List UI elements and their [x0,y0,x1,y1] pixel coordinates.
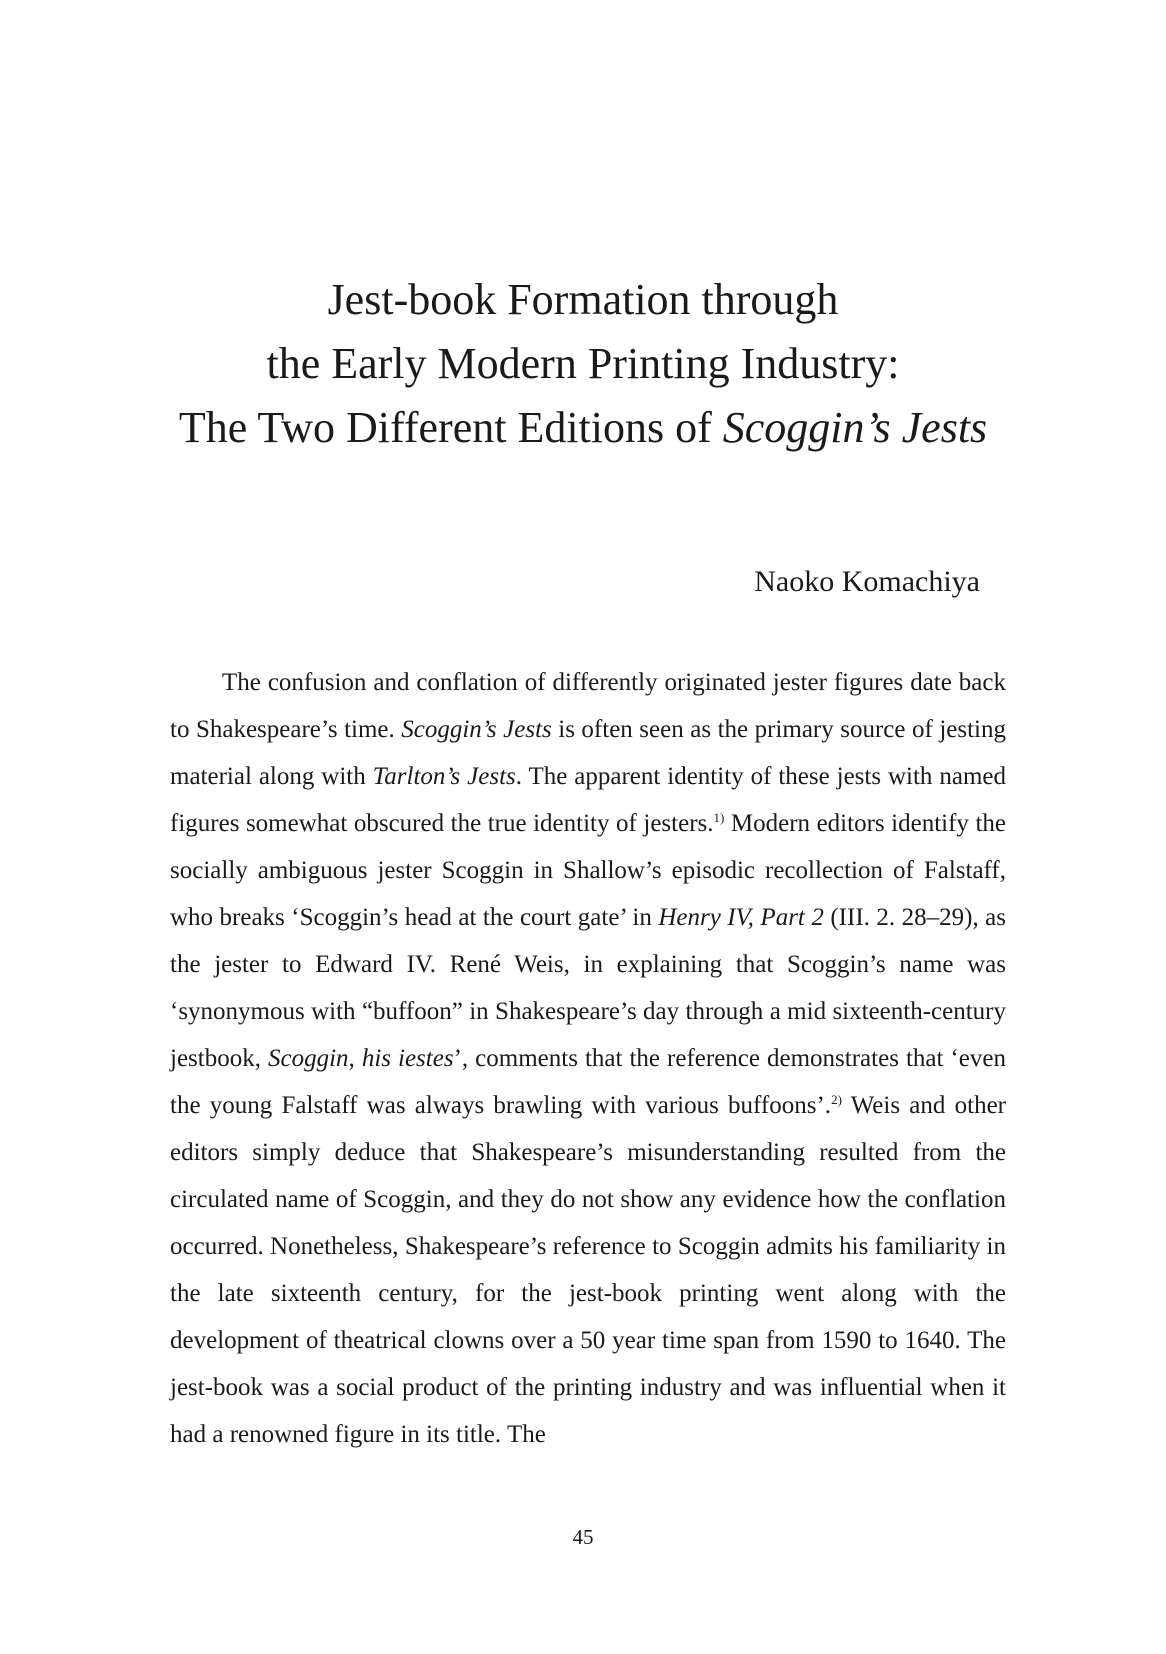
body-span: is often seen as the primary source of jesting material along with [170,716,1006,790]
title-italic-work: Scoggin’s Jests [722,403,988,452]
footnote-ref-2[interactable]: 2) [831,1092,842,1107]
body-span: . The apparent identity of these jests with named figures somewhat obscured the true identity of jesters. [170,763,1006,837]
article-title [0,268,1166,460]
title-line-2: the Early Modern Printing Industry: [266,339,900,388]
page-number: 45 [572,1525,594,1549]
title-line-1: Jest-book Formation through [327,275,839,324]
title-line-3 [0,396,1166,460]
body-text [170,659,1006,1458]
title-line-3-prefix: The Two Different Editions of [178,403,723,452]
body-span: Weis and other editors simply deduce that Shakespeare’s misunderstanding resulted from the circulated name of Scoggin, and they do not show any evidence how the conflation occurred. Nonetheless, Shakespeare’s reference to Scoggin admits his familiarity in the late sixteenth century, for the jest-book printing went along with the development of theatrical clowns over a 50 year time span from 1590 to 1640. The jest-book was a social product of the printing industry and was influential when it had a renowned figure in its title. The [170,1092,1006,1448]
body-span: ’, comments that the reference demonstrates that ‘even the young Falstaff was always brawling with various buffoons’. [170,1045,1006,1119]
italic-title: Scoggin, his iestes [268,1045,454,1072]
italic-title: Tarlton’s Jests [372,763,516,790]
author-name: Naoko Komachiya [754,565,980,598]
italic-title: Henry IV, Part 2 [658,904,824,931]
italic-title: Scoggin’s Jests [401,716,552,743]
footnote-ref-1[interactable]: 1) [713,810,725,825]
body-paragraph [170,659,1006,1458]
body-span: Modern editors identify the socially ambiguous jester Scoggin in Shallow’s episodic recollection of Falstaff, who breaks ‘Scoggin’s head at the court gate’ in [170,810,1006,931]
body-span: (III. 2. 28–29), as the jester to Edward IV. René Weis, in explaining that Scoggin’s name was ‘synonymous with “buffoon” in Shakespeare’s day through a mid sixteenth-century jestbook, [170,904,1007,1072]
body-span: The confusion and conflation of differently originated jester figures date back to Shakespeare’s time. [170,669,1006,743]
